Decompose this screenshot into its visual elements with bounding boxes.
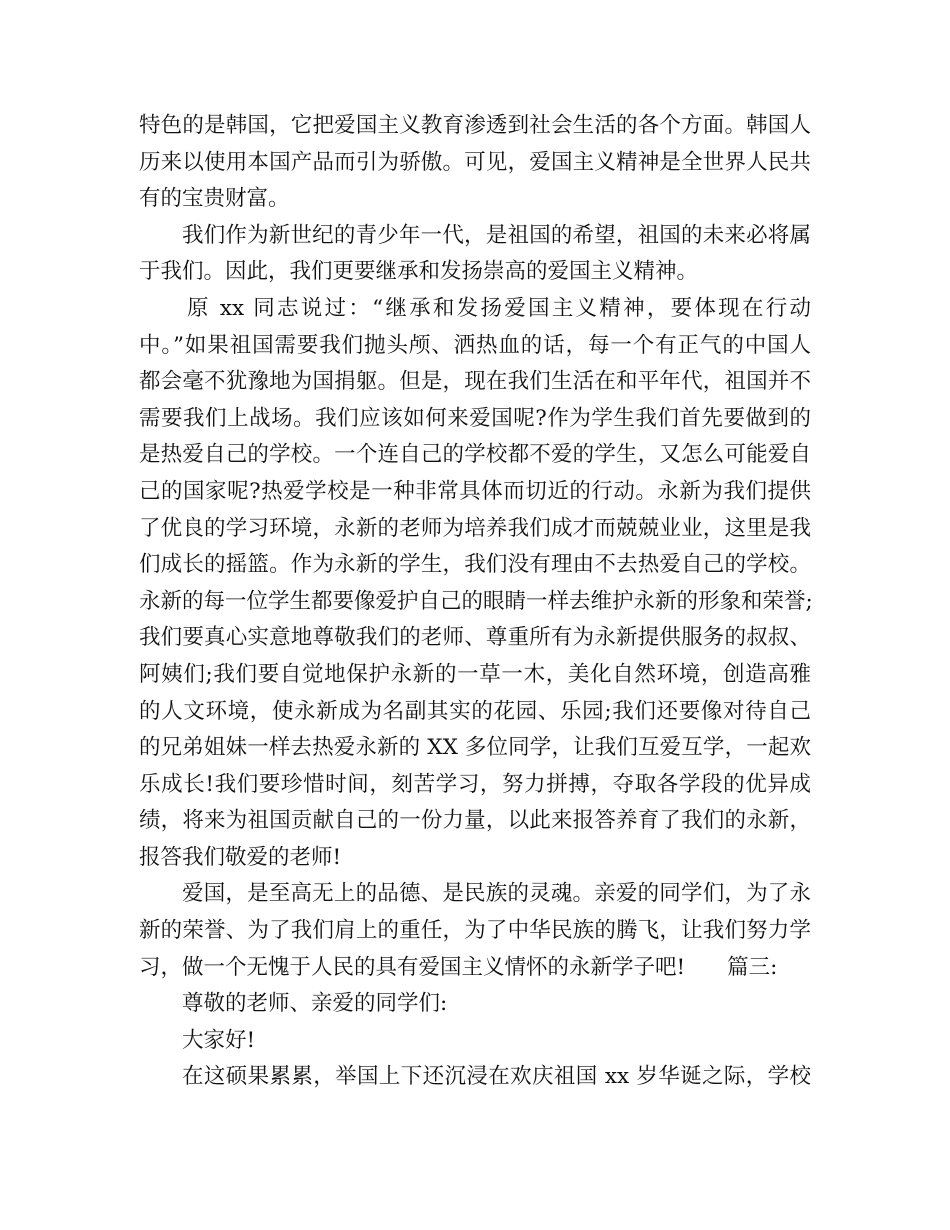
text-line: 了优良的学习环境，永新的老师为培养我们成才而兢兢业业，这里是我 <box>139 515 811 541</box>
text-line: 报答我们敬爱的老师! <box>139 844 342 870</box>
text-line: 爱国，是至高无上的品德、是民族的灵魂。亲爱的同学们，为了永 <box>182 881 811 907</box>
greeting-line: 大家好! <box>182 1027 256 1053</box>
text-line: 中。”如果祖国需要我们抛头颅、洒热血的话，每一个有正气的中国人 <box>139 332 811 358</box>
text-line: 乐成长!我们要珍惜时间，刻苦学习，努力拼搏，夺取各学段的优异成 <box>139 771 811 797</box>
section-heading: 篇三: <box>727 954 778 980</box>
text-line: 有的宝贵财富。 <box>139 186 290 212</box>
text-line: 新的荣誉、为了我们肩上的重任，为了中华民族的腾飞，让我们努力学 <box>139 918 811 944</box>
text-line: 历来以使用本国产品而引为骄傲。可见，爱国主义精神是全世界人民共 <box>139 149 811 175</box>
text-line-part: 习，做一个无愧于人民的具有爱国主义情怀的永新学子吧! <box>139 954 686 980</box>
text-line: 我们作为新世纪的青少年一代，是祖国的希望，祖国的未来必将属 <box>182 222 811 248</box>
text-line: 们成长的摇篮。作为永新的学生，我们没有理由不去热爱自己的学校。 <box>139 552 811 578</box>
text-line: 的兄弟姐妹一样去热爱永新的 XX 多位同学，让我们互爱互学，一起欢 <box>139 735 811 761</box>
text-line: 需要我们上战场。我们应该如何来爱国呢?作为学生我们首先要做到的 <box>139 405 811 431</box>
text-line: 己的国家呢?热爱学校是一种非常具体而切近的行动。永新为我们提供 <box>139 478 811 504</box>
text-line: 的人文环境，使永新成为名副其实的花园、乐园;我们还要像对待自己 <box>139 698 811 724</box>
document-body <box>139 108 811 1096</box>
text-line: 原 xx 同志说过：“继承和发扬爱国主义精神，要体现在行动 <box>187 295 811 321</box>
text-line: 于我们。因此，我们更要继承和发扬崇高的爱国主义精神。 <box>139 259 699 285</box>
text-line: 绩，将来为祖国贡献自己的一份力量，以此来报答养育了我们的永新， <box>139 808 811 834</box>
text-line: 我们要真心实意地尊敬我们的老师、尊重所有为永新提供服务的叔叔、 <box>139 625 811 651</box>
text-line: 是热爱自己的学校。一个连自己的学校都不爱的学生，又怎么可能爱自 <box>139 442 811 468</box>
text-line: 特色的是韩国，它把爱国主义教育渗透到社会生活的各个方面。韩国人 <box>139 113 811 138</box>
text-line-with-section-heading <box>139 950 811 987</box>
text-line: 永新的每一位学生都要像爱护自己的眼睛一样去维护永新的形象和荣誉; <box>139 588 813 614</box>
text-line: 都会毫不犹豫地为国捐躯。但是，现在我们生活在和平年代，祖国并不 <box>139 369 811 395</box>
text-line: 阿姨们;我们要自觉地保护永新的一草一木，美化自然环境，创造高雅 <box>139 661 811 687</box>
salutation-line: 尊敬的老师、亲爱的同学们: <box>182 991 448 1017</box>
text-line: 在这硕果累累，举国上下还沉浸在欢庆祖国 xx 岁华诞之际，学校 <box>182 1064 811 1090</box>
